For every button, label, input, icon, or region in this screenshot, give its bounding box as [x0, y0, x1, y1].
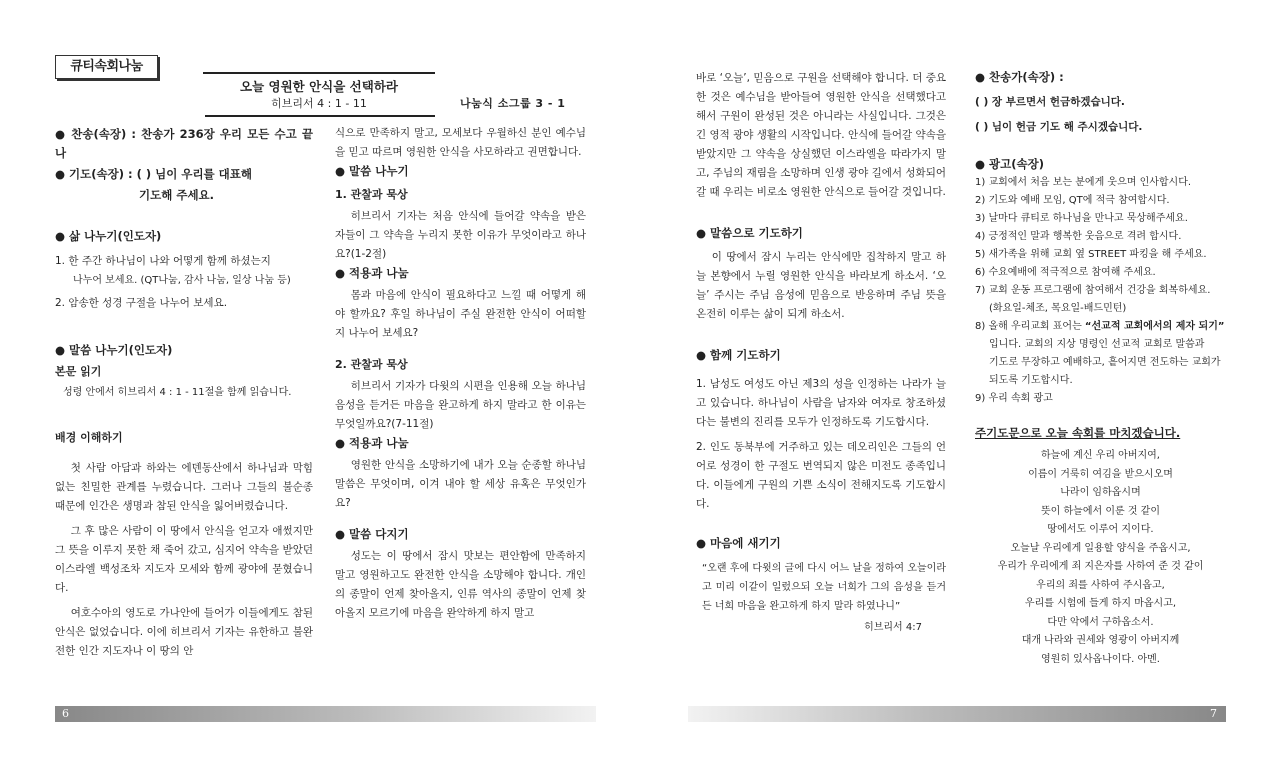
- notice-item: 3) 날마다 큐티로 하나님을 만나고 묵상해주세요.: [975, 213, 1188, 224]
- memorize-heading: ● 마음에 새기기: [696, 536, 781, 550]
- apply-1-text: 몸과 마음에 안식이 필요하다고 느낄 때 어떻게 해야 할까요? 후일 하나님이 주실 완전한 안식이 어떠할지 나누어 보세요?: [335, 289, 586, 339]
- together-prayer-heading: ● 함께 기도하기: [696, 348, 781, 362]
- offering-hymn-heading: ● 찬송가(속장) :: [975, 70, 1064, 84]
- together-prayer-item-2: 2. 인도 동북부에 거주하고 있는 데오리인은 그들의 언어로 성경이 한 구절도 번역되지 않은 미전도 종족입니다. 이들에게 구원의 기쁜 소식이 전해지도록 기도합시다.: [696, 441, 946, 510]
- column-1: [55, 125, 313, 661]
- lords-prayer-line: 뜻이 하늘에서 이룬 것 같이: [1041, 505, 1160, 517]
- prayer-line-2: 기도해 주세요.: [139, 188, 215, 202]
- observation-2-text: 히브리서 기자가 다윗의 시편을 인용해 오늘 하나님 음성을 듣거든 마음을 완고하게 하지 말라고 한 이유는 무엇일까요?(7-11절): [335, 380, 586, 430]
- memory-verse: “오랜 후에 다윗의 글에 다시 어느 날을 정하여 오늘이라고 미리 이같이 일렀으되 오늘 너희가 그의 음성을 듣거든 너희 마음을 완고하게 하지 말라 하였나니”: [702, 563, 946, 612]
- lords-prayer-title: 주기도문으로 오늘 속회를 마치겠습니다.: [975, 426, 1181, 440]
- apply-1-heading: ● 적용과 나눔: [335, 266, 409, 280]
- lords-prayer-line: 대개 나라와 권세와 영광이 아버지께: [1021, 635, 1180, 646]
- notice-item: 5) 새가족을 위해 교회 옆 STREET 파킹을 해 주세요.: [975, 249, 1207, 260]
- lords-prayer: [975, 447, 1226, 669]
- observation-1-heading: 1. 관찰과 묵상: [335, 188, 408, 201]
- life-sharing-heading: ● 삶 나누기(인도자): [55, 229, 162, 243]
- together-prayer-item-1: 1. 남성도 여성도 아닌 제3의 성을 인정하는 나라가 늘고 있습니다. 하나님이 사람을 남자와 여자로 창조하셨다는 불변의 진리를 모두가 인정하도록 기도합시다.: [696, 378, 946, 428]
- notice-item-9: 9) 우리 속회 광고: [975, 393, 1053, 404]
- life-item-1-line-2: 나누어 보세요. (QT나눔, 감사 나눔, 일상 나눔 등): [73, 275, 291, 286]
- lords-prayer-line: 우리가 우리에게 죄 지은자를 사하여 준 것 같이: [997, 561, 1204, 572]
- keep-word-text: 성도는 이 땅에서 잠시 맛보는 편안함에 만족하지 말고 영원하고도 완전한 안식을 소망해야 합니다. 개인의 종말이 언제 찾아올지, 인류 역사의 종말이 언제 찾아올지 모르기에 마음을 완악하게 하지 말고: [335, 550, 586, 619]
- pray-word-heading: ● 말씀으로 기도하기: [696, 226, 803, 240]
- page-number-left: 6: [62, 707, 69, 720]
- church-motto: “선교적 교회에서의 제자 되기”: [1084, 321, 1225, 332]
- page-number-right: 7: [1210, 707, 1217, 720]
- keep-word-heading: ● 말씀 다지기: [335, 527, 409, 541]
- footer-bar-left: [55, 706, 596, 722]
- notice-item: 7) 교회 운동 프로그램에 참여해서 건강을 회복하세요.: [975, 285, 1211, 296]
- notice-item-8-line-4: 되도록 기도합시다.: [989, 375, 1073, 386]
- notice-item: 4) 긍정적인 말과 행복한 웃음으로 격려 합시다.: [975, 231, 1182, 242]
- lords-prayer-line: 이름이 거룩히 여김을 받으시오며: [1028, 468, 1173, 480]
- group-label: 나눔식 소그룹 3 - 1: [460, 97, 566, 110]
- share-heading: ● 말씀 나누기: [335, 164, 409, 178]
- footer-bar-right: [688, 706, 1226, 722]
- background-continued: 식으로 만족하지 말고, 모세보다 우월하신 분인 예수님을 믿고 따르며 영원한 안식을 사모하라고 권면합니다.: [335, 127, 586, 158]
- lords-prayer-line: 영원히 있사옵나이다. 아멘.: [1041, 653, 1160, 665]
- lords-prayer-line: 땅에서도 이루어 지이다.: [1047, 524, 1154, 535]
- lords-prayer-line: 우리를 시험에 들게 하지 마옵시고,: [1024, 598, 1177, 609]
- lords-prayer-line: 나라이 임하옵시며: [1060, 487, 1141, 498]
- apply-2-heading: ● 적용과 나눔: [335, 436, 409, 450]
- lords-prayer-line: 다만 악에서 구하옵소서.: [1047, 616, 1154, 628]
- notice-list: [975, 174, 1226, 408]
- notice-item-8: [975, 318, 1226, 336]
- word-sharing-heading: ● 말씀 나누기(인도자): [55, 343, 173, 357]
- column-4: [975, 68, 1226, 669]
- prayer-line: ● 기도(속장) : ( ) 님이 우리를 대표해: [55, 167, 252, 181]
- page-title: 오늘 영원한 안식을 선택하라: [240, 79, 398, 94]
- qt-logo: 큐티속회나눔: [55, 55, 158, 79]
- notice-item-8-prefix: 8) 올해 우리교회 표어는: [975, 321, 1085, 332]
- life-item-2: 2. 암송한 성경 구절을 나누어 보세요.: [55, 297, 228, 309]
- notice-item: 6) 수요예배에 적극적으로 참여해 주세요.: [975, 267, 1156, 278]
- hymn-line: ● 찬송(속장) : 찬송가 236장 우리 모든 수고 끝나: [55, 127, 313, 160]
- observation-2-heading: 2. 관찰과 묵상: [335, 358, 408, 371]
- background-heading: 배경 이해하기: [55, 431, 123, 444]
- offering-hymn-line: ( ) 장 부르면서 헌금하겠습니다.: [975, 96, 1125, 108]
- title-rule-top: [203, 72, 435, 74]
- offering-prayer-line: ( ) 님이 헌금 기도 해 주시겠습니다.: [975, 121, 1143, 133]
- scripture-reference: 히브리서 4 : 1 - 11: [271, 97, 367, 110]
- background-paragraph-2: 그 후 많은 사람이 이 땅에서 안식을 얻고자 애썼지만 그 뜻을 이루지 못한 채 죽어 갔고, 심지어 약속을 받았던 이스라엘 백성조차 지도자 모세와 함께 광야에 묻혔습니다.: [55, 525, 313, 594]
- lords-prayer-line: 오늘날 우리에게 일용할 양식을 주옵시고,: [1010, 542, 1191, 554]
- title-rule-bottom: [205, 115, 435, 117]
- notice-item-7-sub: (화요일-체조, 목요일-배드민턴): [989, 303, 1127, 314]
- background-paragraph-1: 첫 사람 아담과 하와는 에덴동산에서 하나님과 막힘 없는 친밀한 관계를 누렸습니다. 그러나 그들의 불순종 때문에 인간은 생명과 참된 안식을 잃어버렸습니다.: [55, 462, 313, 512]
- notice-item: 2) 기도와 예배 모임, QT에 적극 참여합시다.: [975, 195, 1170, 206]
- notice-item-8-line-3: 기도로 무장하고 예배하고, 흩어지면 전도하는 교회가: [989, 357, 1221, 368]
- life-item-1: 1. 한 주간 하나님이 나와 어떻게 함께 하셨는지: [55, 255, 271, 267]
- notice-item: 1) 교회에서 처음 보는 분에게 웃으며 인사합시다.: [975, 177, 1192, 188]
- column-3: [696, 69, 946, 637]
- background-paragraph-3: 여호수아의 영도로 가나안에 들어가 이들에게도 참된 안식은 없었습니다. 이에 히브리서 기자는 유한하고 불완전한 인간 지도자나 이 땅의 안: [55, 607, 313, 657]
- notice-heading: ● 광고(속장): [975, 157, 1044, 171]
- column-2: [335, 124, 586, 623]
- reading-text: 성령 안에서 히브리서 4 : 1 - 11절을 함께 읽습니다.: [63, 387, 292, 398]
- memory-verse-reference: 히브리서 4:7: [864, 622, 922, 633]
- observation-1-text: 히브리서 기자는 처음 안식에 들어갈 약속을 받은 자들이 그 약속을 누리지 못한 이유가 무엇이라고 하나요?(1-2절): [335, 210, 586, 260]
- keep-word-continued: 바로 ‘오늘’, 믿음으로 구원을 선택해야 합니다. 더 중요한 것은 예수님을 받아들여 영원한 안식을 선택했다고 해서 구원이 완성된 것은 아니라는 사실입니다. 그것은 긴 영적 광야 생활의 시작입니다. 안식에 들어갈 약속을 받았지만 그 약속을 상실했던 이스라엘을 따라가지 말고, 주님의 재림을 소망하며 인생 광야 길에서 성화되어 갈 때 우리는 비로소 영원한 안식으로 들어갈 것입니다.: [696, 72, 946, 198]
- reading-heading: 본문 읽기: [55, 365, 102, 378]
- notice-item-8-line-2: 입니다. 교회의 지상 명령인 선교적 교회로 말씀과: [989, 339, 1205, 350]
- pray-word-text: 이 땅에서 잠시 누리는 안식에만 집착하지 말고 하늘 본향에서 누릴 영원한 안식을 바라보게 하소서. ‘오늘’ 주시는 주님 음성에 믿음으로 반응하며 주님 뜻을 온전히 이루는 삶이 되게 하소서.: [696, 251, 946, 320]
- apply-2-text: 영원한 안식을 소망하기에 내가 오늘 순종할 하나님 말씀은 무엇이며, 이겨 내야 할 세상 유혹은 무엇인가요?: [335, 459, 586, 509]
- lords-prayer-line: 우리의 죄를 사하여 주시옵고,: [1036, 579, 1165, 591]
- lords-prayer-line: 하늘에 계신 우리 아버지여,: [1041, 450, 1160, 461]
